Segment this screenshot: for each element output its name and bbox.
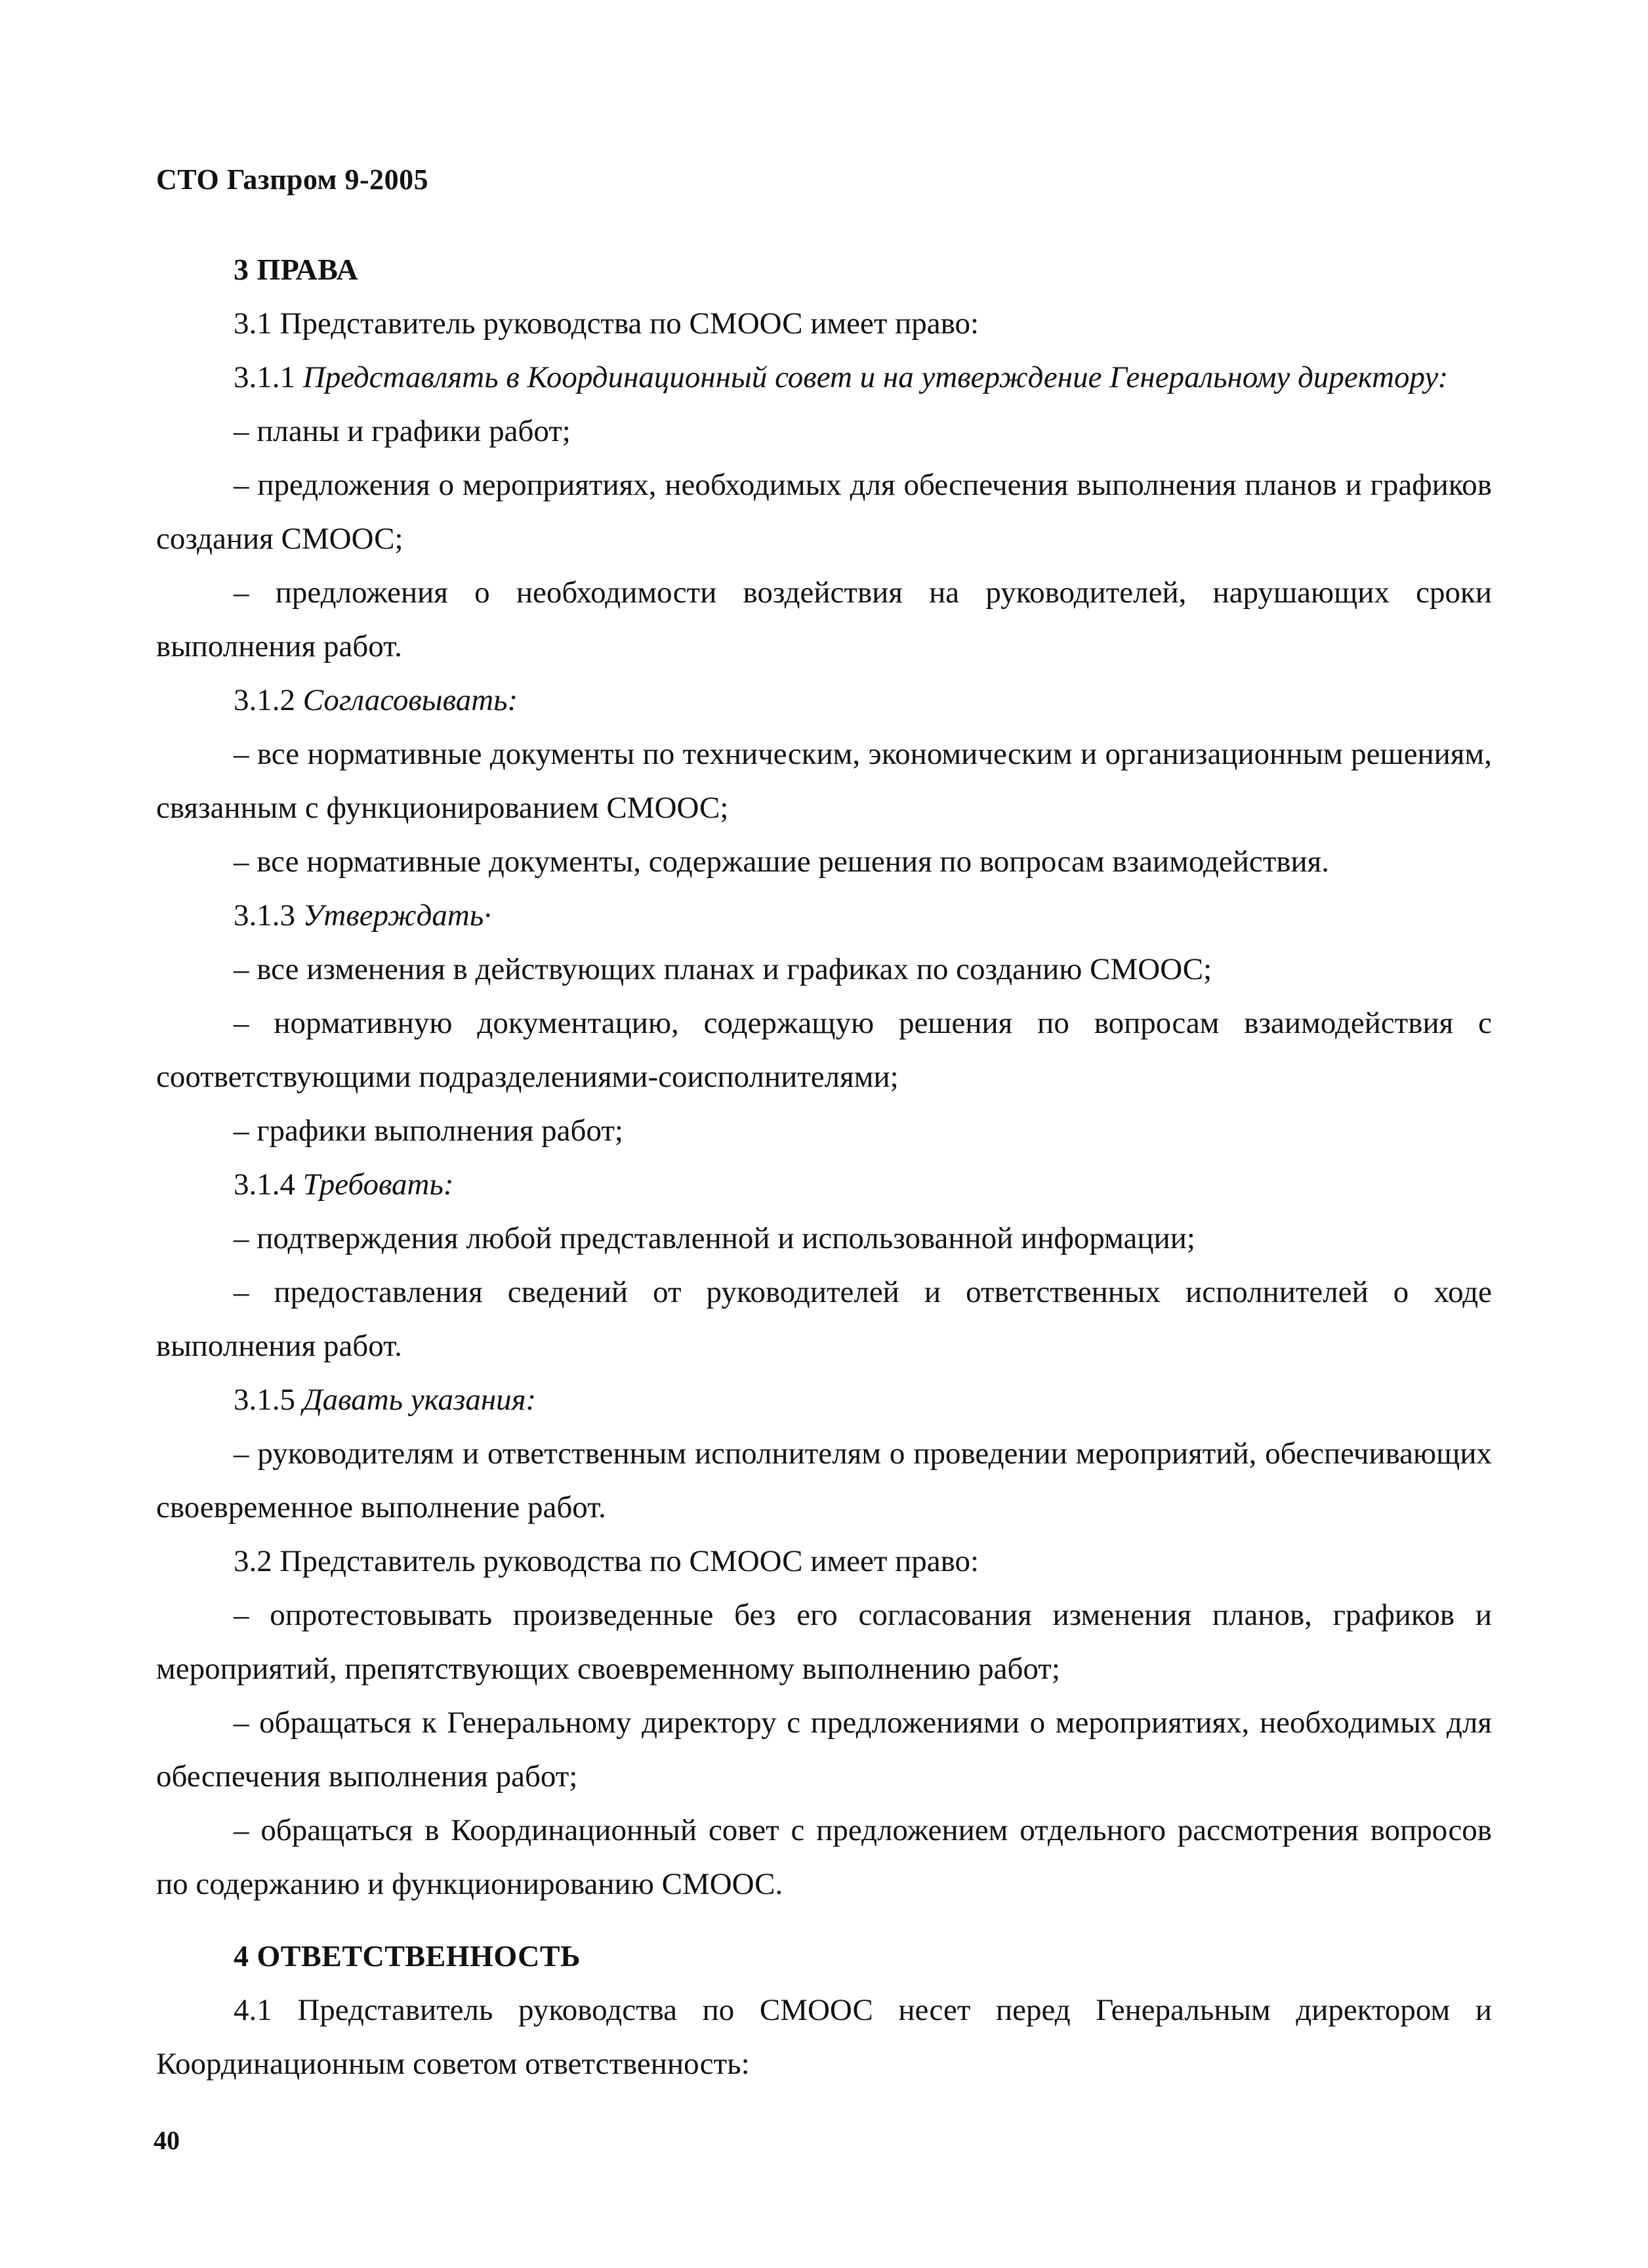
list-item: – предоставления сведений от руководителей и ответственных исполнителей о ходе выполнения работ. [156,1275,1492,1363]
document-body [156,243,1492,2091]
clause-lead: Согласовывать: [302,683,518,717]
list-item: – подтверждения любой представленной и использованной информации; [234,1221,1195,1255]
clause-number: 3.1.2 [234,683,303,717]
list-item: – обращаться в Координационный совет с предложением отдельного рассмотрения вопросов по содержанию и функционированию СМООС. [156,1813,1492,1901]
list-item: – все нормативные документы, содержашие решения по вопросам взаимодействия. [234,845,1330,879]
clause-number: 3.1.4 [234,1167,303,1202]
clause-3-1-4 [156,1158,1492,1211]
clause-3-1: 3.1 Представитель руководства по СМООС имеет право: [234,306,979,341]
clause-3-1-1 [156,350,1492,404]
list-item: – планы и графики работ; [234,414,571,448]
clause-lead: Давать указания: [302,1383,537,1417]
list-item: – обращаться к Генеральному директору с предложениями о мероприятиях, необходимых для обеспечения выполнения работ; [156,1706,1492,1794]
clause-3-1-5 [156,1373,1492,1427]
list-item: – предложения о необходимости воздействия на руководителей, нарушающих сроки выполнения работ. [156,576,1492,663]
section-3-heading: 3 ПРАВА [234,253,359,286]
clause-lead: Утверждать· [302,898,491,933]
list-item: – графики выполнения работ; [234,1114,623,1148]
clause-3-2: 3.2 Представитель руководства по СМООС имеет право: [234,1544,979,1578]
list-item: – все изменения в действующих планах и графиках по созданию СМООС; [234,952,1212,986]
clause-number: 3.1.3 [234,898,303,933]
clause-number: 3.1.5 [234,1383,303,1417]
clause-lead: Требовать: [302,1167,454,1202]
clause-4-1: 4.1 Представитель руководства по СМООС несет перед Генеральным директором и Координационным советом ответственность: [156,1993,1492,2081]
document-code-header: СТО Газпром 9-2005 [156,163,429,196]
list-item: – руководителям и ответственным исполнителям о проведении мероприятий, обеспечивающих своевременное выполнение работ. [156,1437,1492,1524]
list-item: – все нормативные документы по техническим, экономическим и организационным решениям, связанным с функционированием СМООС; [156,737,1492,825]
clause-number: 3.1.1 [234,360,303,394]
list-item: – нормативную документацию, содержащую решения по вопросам взаимодействия с соответствующими подразделениями-соисполнителями; [156,1006,1492,1094]
list-item: – предложения о мероприятиях, необходимых для обеспечения выполнения планов и графиков создания СМООС; [156,468,1492,556]
list-item: – опротестовывать произведенные без его согласования изменения планов, графиков и мероприятий, препятствующих своевременному выполнению работ; [156,1598,1492,1686]
clause-lead: Представлять в Координационный совет и на утверждение Генеральному директору: [302,360,1449,394]
page-number: 40 [154,2126,180,2155]
section-4-heading: 4 ОТВЕТСТВЕННОСТЬ [234,1939,581,1973]
clause-3-1-2 [156,673,1492,727]
clause-3-1-3 [156,889,1492,942]
